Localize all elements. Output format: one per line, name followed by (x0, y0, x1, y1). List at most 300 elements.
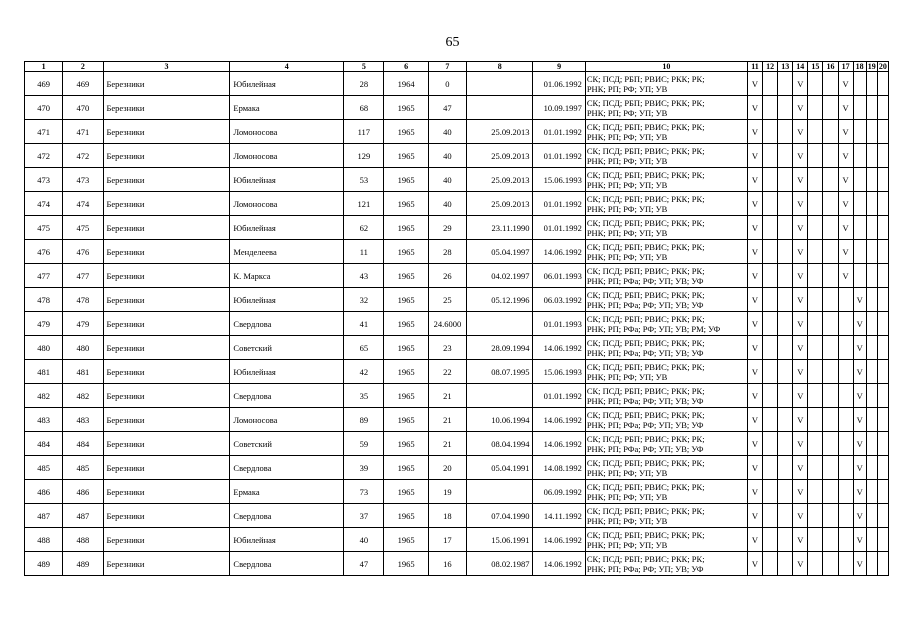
mark-cell-col-18 (853, 216, 866, 240)
mark-cell-col-12 (763, 480, 778, 504)
mark-cell-col-20 (877, 96, 888, 120)
column-header-6: 6 (384, 62, 428, 72)
mark-cell-col-12 (763, 312, 778, 336)
value-cell: 21 (428, 432, 466, 456)
header-row (25, 62, 889, 72)
mark-cell-col-18 (853, 240, 866, 264)
mark-cell-col-14: V (793, 408, 808, 432)
mark-cell-col-20 (877, 360, 888, 384)
codes-cell (585, 168, 747, 192)
date-registration-cell: 06.03.1992 (533, 288, 585, 312)
record-number-cell: 470 (63, 96, 103, 120)
street-cell: Юбилейная (230, 72, 344, 96)
mark-cell-col-13 (778, 552, 793, 576)
date-registration-cell: 01.01.1992 (533, 216, 585, 240)
mark-cell-col-15 (808, 288, 823, 312)
mark-cell-col-13 (778, 240, 793, 264)
table-body (25, 72, 889, 576)
city-cell: Березники (103, 240, 230, 264)
street-cell: Ермака (230, 480, 344, 504)
mark-cell-col-18 (853, 72, 866, 96)
codes-line-1: СК; ПСД; РБП; РВИС; РКК; РК; (586, 121, 705, 132)
column-header-12: 12 (763, 62, 778, 72)
mark-cell-col-14: V (793, 168, 808, 192)
mark-cell-col-19 (866, 168, 877, 192)
mark-cell-col-17: V (838, 240, 853, 264)
row-number-cell: 477 (25, 264, 63, 288)
mark-cell-col-13 (778, 144, 793, 168)
street-cell: Советский (230, 432, 344, 456)
table-row (25, 480, 889, 504)
mark-cell-col-19 (866, 408, 877, 432)
row-number-cell: 482 (25, 384, 63, 408)
row-number-cell: 480 (25, 336, 63, 360)
date-inspection-cell: 28.09.1994 (467, 336, 533, 360)
house-number-cell: 73 (344, 480, 384, 504)
mark-cell-col-20 (877, 384, 888, 408)
mark-cell-col-18 (853, 120, 866, 144)
mark-cell-col-15 (808, 432, 823, 456)
codes-cell (585, 480, 747, 504)
row-number-cell: 481 (25, 360, 63, 384)
mark-cell-col-16 (823, 480, 838, 504)
house-number-cell: 32 (344, 288, 384, 312)
mark-cell-col-16 (823, 384, 838, 408)
mark-cell-col-13 (778, 408, 793, 432)
row-number-cell: 474 (25, 192, 63, 216)
row-number-cell: 476 (25, 240, 63, 264)
codes-line-2: РНК; РП; РФа; РФ; УП; УВ; УФ (586, 563, 704, 574)
mark-cell-col-11: V (747, 528, 762, 552)
mark-cell-col-14: V (793, 384, 808, 408)
codes-line-1: СК; ПСД; РБП; РВИС; РКК; РК; (586, 529, 705, 540)
house-number-cell: 28 (344, 72, 384, 96)
codes-line-1: СК; ПСД; РБП; РВИС; РКК; РК; (586, 241, 705, 252)
table-row (25, 96, 889, 120)
date-inspection-cell: 15.06.1991 (467, 528, 533, 552)
mark-cell-col-16 (823, 336, 838, 360)
mark-cell-col-14: V (793, 264, 808, 288)
codes-line-1: СК; ПСД; РБП; РВИС; РКК; РК; (586, 337, 705, 348)
mark-cell-col-14: V (793, 96, 808, 120)
mark-cell-col-15 (808, 72, 823, 96)
date-inspection-cell (467, 312, 533, 336)
date-registration-cell: 01.01.1992 (533, 120, 585, 144)
mark-cell-col-12 (763, 216, 778, 240)
column-header-18: 18 (853, 62, 866, 72)
mark-cell-col-16 (823, 240, 838, 264)
record-number-cell: 478 (63, 288, 103, 312)
codes-line-1: СК; ПСД; РБП; РВИС; РКК; РК; (586, 433, 705, 444)
row-number-cell: 471 (25, 120, 63, 144)
house-number-cell: 62 (344, 216, 384, 240)
house-number-cell: 129 (344, 144, 384, 168)
mark-cell-col-12 (763, 456, 778, 480)
value-cell: 24.6000 (428, 312, 466, 336)
mark-cell-col-11: V (747, 360, 762, 384)
city-cell: Березники (103, 192, 230, 216)
value-cell: 19 (428, 480, 466, 504)
codes-line-2: РНК; РП; РФ; УП; УВ (586, 515, 668, 526)
codes-line-1: СК; ПСД; РБП; РВИС; РКК; РК; (586, 553, 705, 564)
row-number-cell: 483 (25, 408, 63, 432)
house-number-cell: 37 (344, 504, 384, 528)
codes-line-1: СК; ПСД; РБП; РВИС; РКК; РК; (586, 169, 705, 180)
mark-cell-col-17: V (838, 192, 853, 216)
house-number-cell: 43 (344, 264, 384, 288)
mark-cell-col-11: V (747, 288, 762, 312)
house-number-cell: 117 (344, 120, 384, 144)
street-cell: Юбилейная (230, 528, 344, 552)
house-number-cell: 39 (344, 456, 384, 480)
mark-cell-col-11: V (747, 456, 762, 480)
mark-cell-col-19 (866, 192, 877, 216)
city-cell: Березники (103, 72, 230, 96)
mark-cell-col-15 (808, 120, 823, 144)
date-registration-cell: 06.01.1993 (533, 264, 585, 288)
city-cell: Березники (103, 144, 230, 168)
row-number-cell: 489 (25, 552, 63, 576)
mark-cell-col-13 (778, 312, 793, 336)
column-header-4: 4 (230, 62, 344, 72)
mark-cell-col-12 (763, 336, 778, 360)
mark-cell-col-17: V (838, 72, 853, 96)
date-inspection-cell: 25.09.2013 (467, 120, 533, 144)
house-number-cell: 89 (344, 408, 384, 432)
mark-cell-col-19 (866, 288, 877, 312)
date-registration-cell: 01.01.1992 (533, 384, 585, 408)
mark-cell-col-19 (866, 216, 877, 240)
column-header-19: 19 (867, 62, 876, 71)
codes-line-1: СК; ПСД; РБП; РВИС; РКК; РК; (586, 97, 705, 108)
mark-cell-col-19 (866, 432, 877, 456)
mark-cell-col-20 (877, 480, 888, 504)
row-number-cell: 472 (25, 144, 63, 168)
street-cell: Свердлова (230, 552, 344, 576)
mark-cell-col-18: V (853, 312, 866, 336)
row-number-cell: 478 (25, 288, 63, 312)
table-row (25, 456, 889, 480)
value-cell: 23 (428, 336, 466, 360)
codes-line-2: РНК; РП; РФ; УП; УВ (586, 155, 668, 166)
mark-cell-col-11: V (747, 552, 762, 576)
mark-cell-col-20 (877, 552, 888, 576)
record-number-cell: 486 (63, 480, 103, 504)
mark-cell-col-19 (866, 120, 877, 144)
codes-cell (585, 384, 747, 408)
mark-cell-col-11: V (747, 504, 762, 528)
codes-line-1: СК; ПСД; РБП; РВИС; РКК; РК; (586, 313, 705, 324)
value-cell: 20 (428, 456, 466, 480)
mark-cell-col-20 (877, 408, 888, 432)
mark-cell-col-15 (808, 360, 823, 384)
mark-cell-col-12 (763, 504, 778, 528)
mark-cell-col-15 (808, 408, 823, 432)
mark-cell-col-17 (838, 288, 853, 312)
value-cell: 40 (428, 192, 466, 216)
mark-cell-col-20 (877, 432, 888, 456)
codes-line-1: СК; ПСД; РБП; РВИС; РКК; РК; (586, 193, 705, 204)
value-cell: 26 (428, 264, 466, 288)
mark-cell-col-16 (823, 288, 838, 312)
mark-cell-col-13 (778, 72, 793, 96)
column-header-17: 17 (838, 62, 853, 72)
mark-cell-col-15 (808, 240, 823, 264)
date-inspection-cell (467, 96, 533, 120)
mark-cell-col-12 (763, 384, 778, 408)
codes-cell (585, 504, 747, 528)
table-row (25, 264, 889, 288)
codes-line-2: РНК; РП; РФа; РФ; УП; УВ; УФ (586, 299, 704, 310)
mark-cell-col-18: V (853, 360, 866, 384)
mark-cell-col-20 (877, 216, 888, 240)
mark-cell-col-18 (853, 168, 866, 192)
house-number-cell: 68 (344, 96, 384, 120)
mark-cell-col-19 (866, 72, 877, 96)
mark-cell-col-14: V (793, 360, 808, 384)
mark-cell-col-11: V (747, 384, 762, 408)
mark-cell-col-17: V (838, 168, 853, 192)
mark-cell-col-17: V (838, 264, 853, 288)
street-cell: Юбилейная (230, 360, 344, 384)
column-header-10: 10 (585, 62, 747, 72)
value-cell: 47 (428, 96, 466, 120)
city-cell: Березники (103, 552, 230, 576)
house-number-cell: 42 (344, 360, 384, 384)
value-cell: 40 (428, 144, 466, 168)
mark-cell-col-18 (853, 96, 866, 120)
date-registration-cell: 10.09.1997 (533, 96, 585, 120)
mark-cell-col-15 (808, 528, 823, 552)
mark-cell-col-13 (778, 288, 793, 312)
mark-cell-col-12 (763, 528, 778, 552)
date-inspection-cell: 25.09.2013 (467, 168, 533, 192)
record-number-cell: 482 (63, 384, 103, 408)
mark-cell-col-18: V (853, 432, 866, 456)
mark-cell-col-15 (808, 216, 823, 240)
row-number-cell: 475 (25, 216, 63, 240)
mark-cell-col-13 (778, 264, 793, 288)
mark-cell-col-13 (778, 528, 793, 552)
year-built-cell: 1965 (384, 288, 428, 312)
mark-cell-col-11: V (747, 336, 762, 360)
city-cell: Березники (103, 288, 230, 312)
mark-cell-col-12 (763, 288, 778, 312)
year-built-cell: 1965 (384, 528, 428, 552)
table-row (25, 144, 889, 168)
codes-line-1: СК; ПСД; РБП; РВИС; РКК; РК; (586, 409, 705, 420)
codes-line-1: СК; ПСД; РБП; РВИС; РКК; РК; (586, 385, 705, 396)
record-number-cell: 481 (63, 360, 103, 384)
mark-cell-col-18: V (853, 552, 866, 576)
mark-cell-col-18: V (853, 480, 866, 504)
column-header-15: 15 (808, 62, 823, 72)
year-built-cell: 1965 (384, 168, 428, 192)
record-number-cell: 473 (63, 168, 103, 192)
mark-cell-col-14: V (793, 144, 808, 168)
mark-cell-col-13 (778, 96, 793, 120)
city-cell: Березники (103, 120, 230, 144)
mark-cell-col-19 (866, 360, 877, 384)
date-inspection-cell (467, 72, 533, 96)
codes-cell (585, 120, 747, 144)
row-number-cell: 485 (25, 456, 63, 480)
value-cell: 22 (428, 360, 466, 384)
codes-cell (585, 312, 747, 336)
mark-cell-col-19 (866, 480, 877, 504)
mark-cell-col-14: V (793, 528, 808, 552)
column-header-11: 11 (747, 62, 762, 72)
codes-cell (585, 528, 747, 552)
city-cell: Березники (103, 216, 230, 240)
value-cell: 21 (428, 408, 466, 432)
codes-line-2: РНК; РП; РФ; УП; УВ (586, 491, 668, 502)
street-cell: Свердлова (230, 384, 344, 408)
mark-cell-col-14: V (793, 504, 808, 528)
mark-cell-col-20 (877, 312, 888, 336)
mark-cell-col-19 (866, 504, 877, 528)
date-registration-cell: 14.06.1992 (533, 528, 585, 552)
city-cell: Березники (103, 480, 230, 504)
mark-cell-col-18: V (853, 336, 866, 360)
mark-cell-col-16 (823, 432, 838, 456)
mark-cell-col-13 (778, 360, 793, 384)
mark-cell-col-19 (866, 552, 877, 576)
record-number-cell: 483 (63, 408, 103, 432)
mark-cell-col-11: V (747, 96, 762, 120)
record-number-cell: 479 (63, 312, 103, 336)
record-number-cell: 476 (63, 240, 103, 264)
record-number-cell: 485 (63, 456, 103, 480)
mark-cell-col-17 (838, 312, 853, 336)
table-row (25, 120, 889, 144)
value-cell: 28 (428, 240, 466, 264)
codes-line-2: РНК; РП; РФ; УП; УВ (586, 83, 668, 94)
mark-cell-col-16 (823, 456, 838, 480)
mark-cell-col-17 (838, 432, 853, 456)
codes-line-2: РНК; РП; РФа; РФ; УП; УВ; УФ (586, 347, 704, 358)
codes-cell (585, 360, 747, 384)
city-cell: Березники (103, 312, 230, 336)
mark-cell-col-11: V (747, 192, 762, 216)
record-number-cell: 488 (63, 528, 103, 552)
row-number-cell: 469 (25, 72, 63, 96)
mark-cell-col-11: V (747, 216, 762, 240)
year-built-cell: 1965 (384, 120, 428, 144)
column-header-8: 8 (467, 62, 533, 72)
mark-cell-col-16 (823, 552, 838, 576)
value-cell: 29 (428, 216, 466, 240)
mark-cell-col-12 (763, 264, 778, 288)
codes-line-2: РНК; РП; РФа; РФ; УП; УВ; УФ (586, 395, 704, 406)
mark-cell-col-12 (763, 240, 778, 264)
codes-line-1: СК; ПСД; РБП; РВИС; РКК; РК; (586, 145, 705, 156)
house-number-cell: 35 (344, 384, 384, 408)
mark-cell-col-16 (823, 264, 838, 288)
column-header-1: 1 (25, 62, 63, 72)
codes-line-1: СК; ПСД; РБП; РВИС; РКК; РК; (586, 73, 705, 84)
year-built-cell: 1965 (384, 384, 428, 408)
date-registration-cell: 01.01.1992 (533, 144, 585, 168)
mark-cell-col-17 (838, 336, 853, 360)
street-cell: Юбилейная (230, 168, 344, 192)
mark-cell-col-15 (808, 552, 823, 576)
column-header-2: 2 (63, 62, 103, 72)
mark-cell-col-15 (808, 192, 823, 216)
value-cell: 21 (428, 384, 466, 408)
mark-cell-col-11: V (747, 72, 762, 96)
mark-cell-col-15 (808, 312, 823, 336)
mark-cell-col-19 (866, 384, 877, 408)
year-built-cell: 1965 (384, 504, 428, 528)
street-cell: Свердлова (230, 312, 344, 336)
value-cell: 18 (428, 504, 466, 528)
codes-cell (585, 288, 747, 312)
date-registration-cell: 14.06.1992 (533, 336, 585, 360)
mark-cell-col-16 (823, 72, 838, 96)
mark-cell-col-17 (838, 360, 853, 384)
date-registration-cell: 15.06.1993 (533, 168, 585, 192)
row-number-cell: 488 (25, 528, 63, 552)
mark-cell-col-14: V (793, 456, 808, 480)
mark-cell-col-14: V (793, 552, 808, 576)
codes-line-2: РНК; РП; РФа; РФ; УП; УВ; УФ (586, 275, 704, 286)
date-inspection-cell: 08.02.1987 (467, 552, 533, 576)
year-built-cell: 1965 (384, 480, 428, 504)
codes-cell (585, 552, 747, 576)
year-built-cell: 1965 (384, 432, 428, 456)
year-built-cell: 1965 (384, 408, 428, 432)
codes-line-2: РНК; РП; РФ; УП; УВ (586, 371, 668, 382)
codes-cell (585, 432, 747, 456)
year-built-cell: 1965 (384, 552, 428, 576)
registry-table (24, 61, 889, 576)
value-cell: 25 (428, 288, 466, 312)
record-number-cell: 475 (63, 216, 103, 240)
mark-cell-col-19 (866, 336, 877, 360)
date-registration-cell: 01.01.1993 (533, 312, 585, 336)
date-inspection-cell: 08.04.1994 (467, 432, 533, 456)
date-registration-cell: 06.09.1992 (533, 480, 585, 504)
value-cell: 40 (428, 120, 466, 144)
record-number-cell: 477 (63, 264, 103, 288)
table-row (25, 360, 889, 384)
row-number-cell: 479 (25, 312, 63, 336)
date-registration-cell: 14.06.1992 (533, 408, 585, 432)
record-number-cell: 480 (63, 336, 103, 360)
mark-cell-col-13 (778, 168, 793, 192)
table-row (25, 72, 889, 96)
mark-cell-col-11: V (747, 480, 762, 504)
table-row (25, 432, 889, 456)
mark-cell-col-17 (838, 552, 853, 576)
value-cell: 17 (428, 528, 466, 552)
city-cell: Березники (103, 408, 230, 432)
mark-cell-col-15 (808, 456, 823, 480)
table-row (25, 528, 889, 552)
page-number: 65 (445, 35, 460, 50)
year-built-cell: 1965 (384, 240, 428, 264)
house-number-cell: 47 (344, 552, 384, 576)
table-row (25, 288, 889, 312)
date-inspection-cell: 05.12.1996 (467, 288, 533, 312)
mark-cell-col-18: V (853, 384, 866, 408)
value-cell: 0 (428, 72, 466, 96)
mark-cell-col-12 (763, 120, 778, 144)
city-cell: Березники (103, 264, 230, 288)
mark-cell-col-14: V (793, 216, 808, 240)
row-number-cell: 487 (25, 504, 63, 528)
